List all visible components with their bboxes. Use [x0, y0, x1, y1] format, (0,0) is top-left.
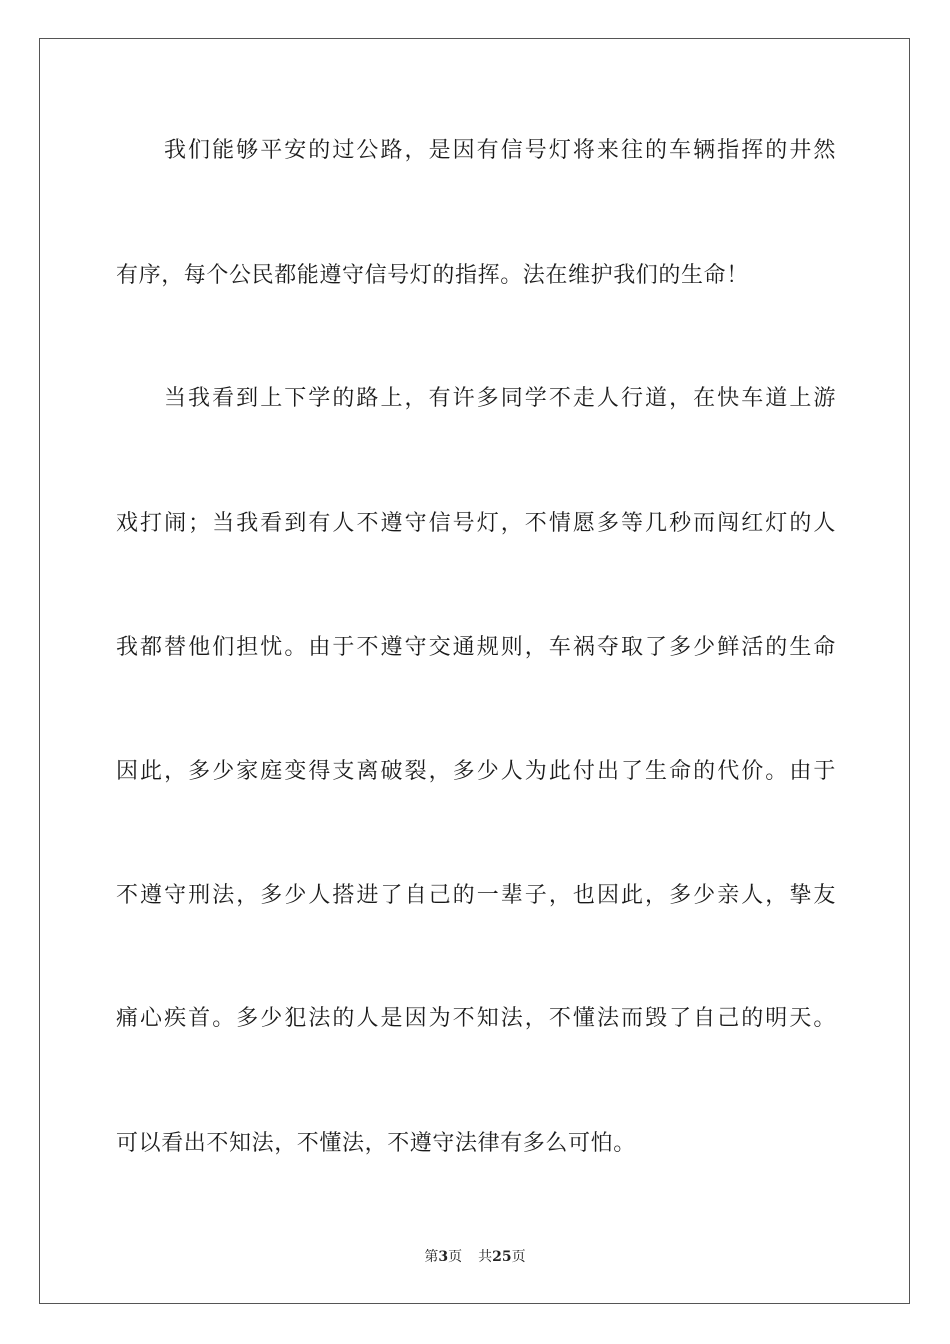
page-number: 3: [438, 1249, 449, 1265]
paragraph-2-line-2: 戏打闹；当我看到有人不遵守信号灯，不情愿多等几秒而闯红灯的人: [116, 511, 836, 536]
total-prefix: 共: [478, 1249, 493, 1265]
paragraph-2-line-1: 当我看到上下学的路上，有许多同学不走人行道，在快车道上游: [164, 386, 836, 411]
paragraph-2-line-7: 可以看出不知法，不懂法，不遵守法律有多么可怕。: [116, 1131, 636, 1156]
total-suffix: 页: [511, 1249, 526, 1265]
paragraph-2-line-6: 痛心疾首。多少犯法的人是因为不知法，不懂法而毁了自己的明天。: [116, 1006, 836, 1031]
paragraph-2-line-5: 不遵守刑法，多少人搭进了自己的一辈子，也因此，多少亲人，挚友: [116, 883, 836, 908]
page-suffix: 页: [448, 1249, 463, 1265]
page-prefix: 第: [424, 1249, 439, 1265]
paragraph-1-line-1: 我们能够平安的过公路，是因有信号灯将来往的车辆指挥的井然: [164, 138, 836, 163]
paragraph-2-line-3: 我都替他们担忧。由于不遵守交通规则，车祸夺取了多少鲜活的生命: [116, 635, 836, 660]
paragraph-1-line-2: 有序，每个公民都能遵守信号灯的指挥。法在维护我们的生命！: [116, 263, 749, 288]
total-pages: 25: [492, 1249, 512, 1265]
page-border: [39, 38, 910, 1304]
paragraph-2-line-4: 因此，多少家庭变得支离破裂，多少人为此付出了生命的代价。由于: [116, 759, 836, 784]
page-footer: [0, 1248, 950, 1266]
